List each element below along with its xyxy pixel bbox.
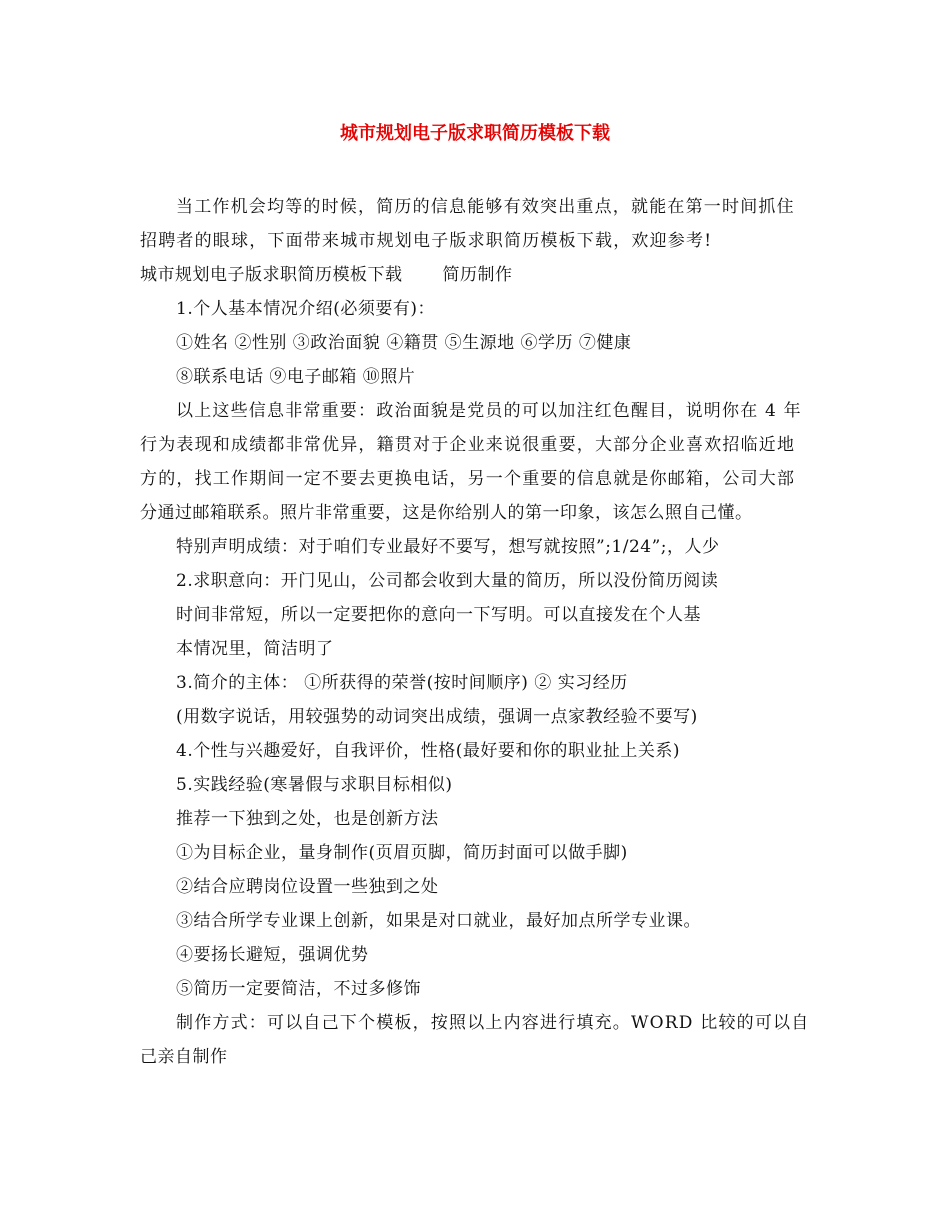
- heading-text: 城市规划电子版求职简历模板下载: [140, 265, 403, 285]
- paragraph-line: ⑤简历一定要简洁，不过多修饰: [176, 979, 421, 999]
- paragraph-line: 方的，找工作期间一定不要去更换电话，另一个重要的信息就是你邮箱，公司大部: [140, 469, 796, 489]
- paragraph-line: ④要扬长避短，强调优势: [176, 945, 369, 965]
- heading-line: [140, 263, 513, 287]
- paragraph-line: ⑧联系电话 ⑨电子邮箱 ⑩照片: [176, 367, 416, 387]
- subheading-text: 简历制作: [442, 265, 513, 285]
- paragraph-line: ①姓名 ②性别 ③政治面貌 ④籍贯 ⑤生源地 ⑥学历 ⑦健康: [176, 333, 632, 353]
- paragraph-line: 招聘者的眼球，下面带来城市规划电子版求职简历模板下载，欢迎参考!: [140, 231, 713, 251]
- paragraph-line: 2.求职意向：开门见山，公司都会收到大量的简历，所以没份简历阅读: [176, 571, 719, 591]
- paragraph-line: 5.实践经验(寒暑假与求职目标相似): [176, 775, 453, 795]
- paragraph-line: 以上这些信息非常重要：政治面貌是党员的可以加注红色醒目，说明你在 4 年: [176, 401, 802, 421]
- paragraph-line: 行为表现和成绩都非常优异，籍贯对于企业来说很重要，大部分企业喜欢招临近地: [140, 435, 796, 455]
- paragraph-line: ②结合应聘岗位设置一些独到之处: [176, 877, 439, 897]
- paragraph-line: 制作方式：可以自己下个模板，按照以上内容进行填充。WORD 比较的可以自: [176, 1013, 810, 1033]
- paragraph-line: 3.简介的主体： ①所获得的荣誉(按时间顺序) ② 实习经历: [176, 673, 628, 693]
- paragraph-line: 特别声明成绩：对于咱们专业最好不要写，想写就按照”;1/24”;，人少: [176, 537, 720, 557]
- paragraph-line: ①为目标企业，量身制作(页眉页脚，简历封面可以做手脚): [176, 843, 628, 863]
- paragraph-line: 时间非常短，所以一定要把你的意向一下写明。可以直接发在个人基: [176, 605, 701, 625]
- paragraph-line: (用数字说话，用较强势的动词突出成绩，强调一点家教经验不要写): [176, 707, 698, 727]
- paragraph-line: 本情况里，简洁明了: [176, 639, 334, 659]
- paragraph-line: 推荐一下独到之处，也是创新方法: [176, 809, 439, 829]
- paragraph-line: 分通过邮箱联系。照片非常重要，这是你给别人的第一印象，该怎么照自己懂。: [140, 503, 753, 523]
- paragraph-line: 己亲自制作: [140, 1047, 228, 1067]
- paragraph-line: 1.个人基本情况介绍(必须要有)：: [176, 299, 435, 319]
- paragraph-line: 4.个性与兴趣爱好，自我评价，性格(最好要和你的职业扯上关系): [176, 741, 680, 761]
- document-title: 城市规划电子版求职简历模板下载: [340, 123, 610, 144]
- paragraph-line: ③结合所学专业课上创新，如果是对口就业，最好加点所学专业课。: [176, 911, 701, 931]
- paragraph-line: 当工作机会均等的时候，简历的信息能够有效突出重点，就能在第一时间抓住: [176, 197, 795, 217]
